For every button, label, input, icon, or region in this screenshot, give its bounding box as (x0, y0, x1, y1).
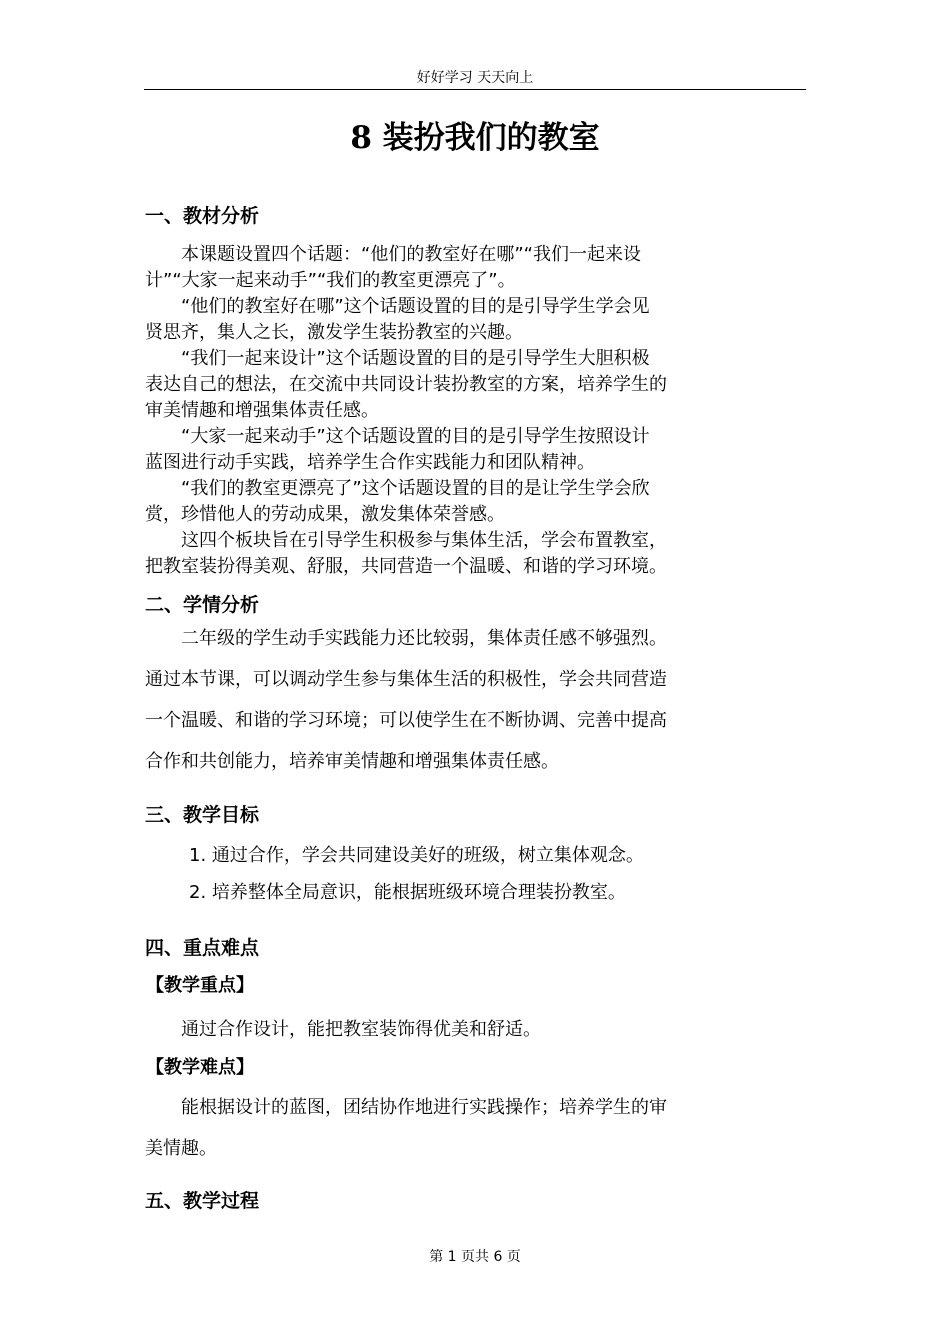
paragraph-line: “我们的教室更漂亮了”这个话题设置的目的是让学生学会欣 (145, 478, 650, 499)
paragraph-line: 把教室装扮得美观、舒服，共同营造一个温暖、和谐的学习环境。 (145, 556, 667, 577)
document-title: 8 装扮我们的教室 (350, 120, 600, 156)
section-heading-2: 二、学情分析 (145, 594, 260, 616)
section-heading-1: 一、教材分析 (145, 205, 260, 227)
objective-item-1: 1. 通过合作，学会共同建设美好的班级，树立集体观念。 (189, 845, 644, 866)
paragraph-line: 贤思齐，集人之长，激发学生装扮教室的兴趣。 (145, 322, 523, 343)
paragraph-line: 这四个板块旨在引导学生积极参与集体生活，学会布置教室， (145, 530, 667, 551)
paragraph-line: 赏，珍惜他人的劳动成果，激发集体荣誉感。 (145, 504, 505, 525)
section-heading-4: 四、重点难点 (145, 937, 260, 959)
paragraph-line: 蓝图进行动手实践，培养学生合作实践能力和团队精神。 (145, 452, 595, 473)
paragraph-line: “大家一起来动手”这个话题设置的目的是引导学生按照设计 (145, 426, 650, 447)
key-point-text: 通过合作设计，能把教室装饰得优美和舒适。 (145, 1019, 541, 1040)
paragraph-line: “我们一起来设计”这个话题设置的目的是引导学生大胆积极 (145, 348, 650, 369)
header-text: 好好学习 天天向上 (416, 70, 534, 86)
paragraph-line: 计”“大家一起来动手”“我们的教室更漂亮了”。 (145, 270, 516, 291)
section-heading-5: 五、教学过程 (145, 1190, 260, 1212)
section-2-body (145, 618, 805, 782)
paragraph-line: 二年级的学生动手实践能力还比较弱，集体责任感不够强烈。 (145, 628, 667, 649)
paragraph-line: “他们的教室好在哪”这个话题设置的目的是引导学生学会见 (145, 296, 650, 317)
paragraph-line: 表达自己的想法，在交流中共同设计装扮教室的方案，培养学生的 (145, 374, 667, 395)
section-1-body (145, 242, 805, 580)
section-heading-3: 三、教学目标 (145, 804, 260, 826)
paragraph-line: 通过本节课，可以调动学生参与集体生活的积极性，学会共同营造 (145, 669, 667, 690)
page-footer: 第 1 页共 6 页 (429, 1249, 521, 1265)
paragraph-line: 能根据设计的蓝图，团结协作地进行实践操作；培养学生的审 (145, 1097, 667, 1118)
objective-item-2: 2. 培养整体全局意识，能根据班级环境合理装扮教室。 (189, 882, 626, 903)
difficulty-label: 【教学难点】 (146, 1057, 254, 1078)
difficulty-body (145, 1087, 805, 1169)
paragraph-line: 一个温暖、和谐的学习环境；可以使学生在不断协调、完善中提高 (145, 710, 667, 731)
key-point-label: 【教学重点】 (146, 975, 254, 996)
paragraph-line: 美情趣。 (145, 1138, 217, 1159)
paragraph-line: 本课题设置四个话题：“他们的教室好在哪”“我们一起来设 (145, 244, 641, 265)
header-divider (144, 89, 806, 90)
paragraph-line: 审美情趣和增强集体责任感。 (145, 400, 379, 421)
paragraph-line: 合作和共创能力，培养审美情趣和增强集体责任感。 (145, 751, 559, 772)
